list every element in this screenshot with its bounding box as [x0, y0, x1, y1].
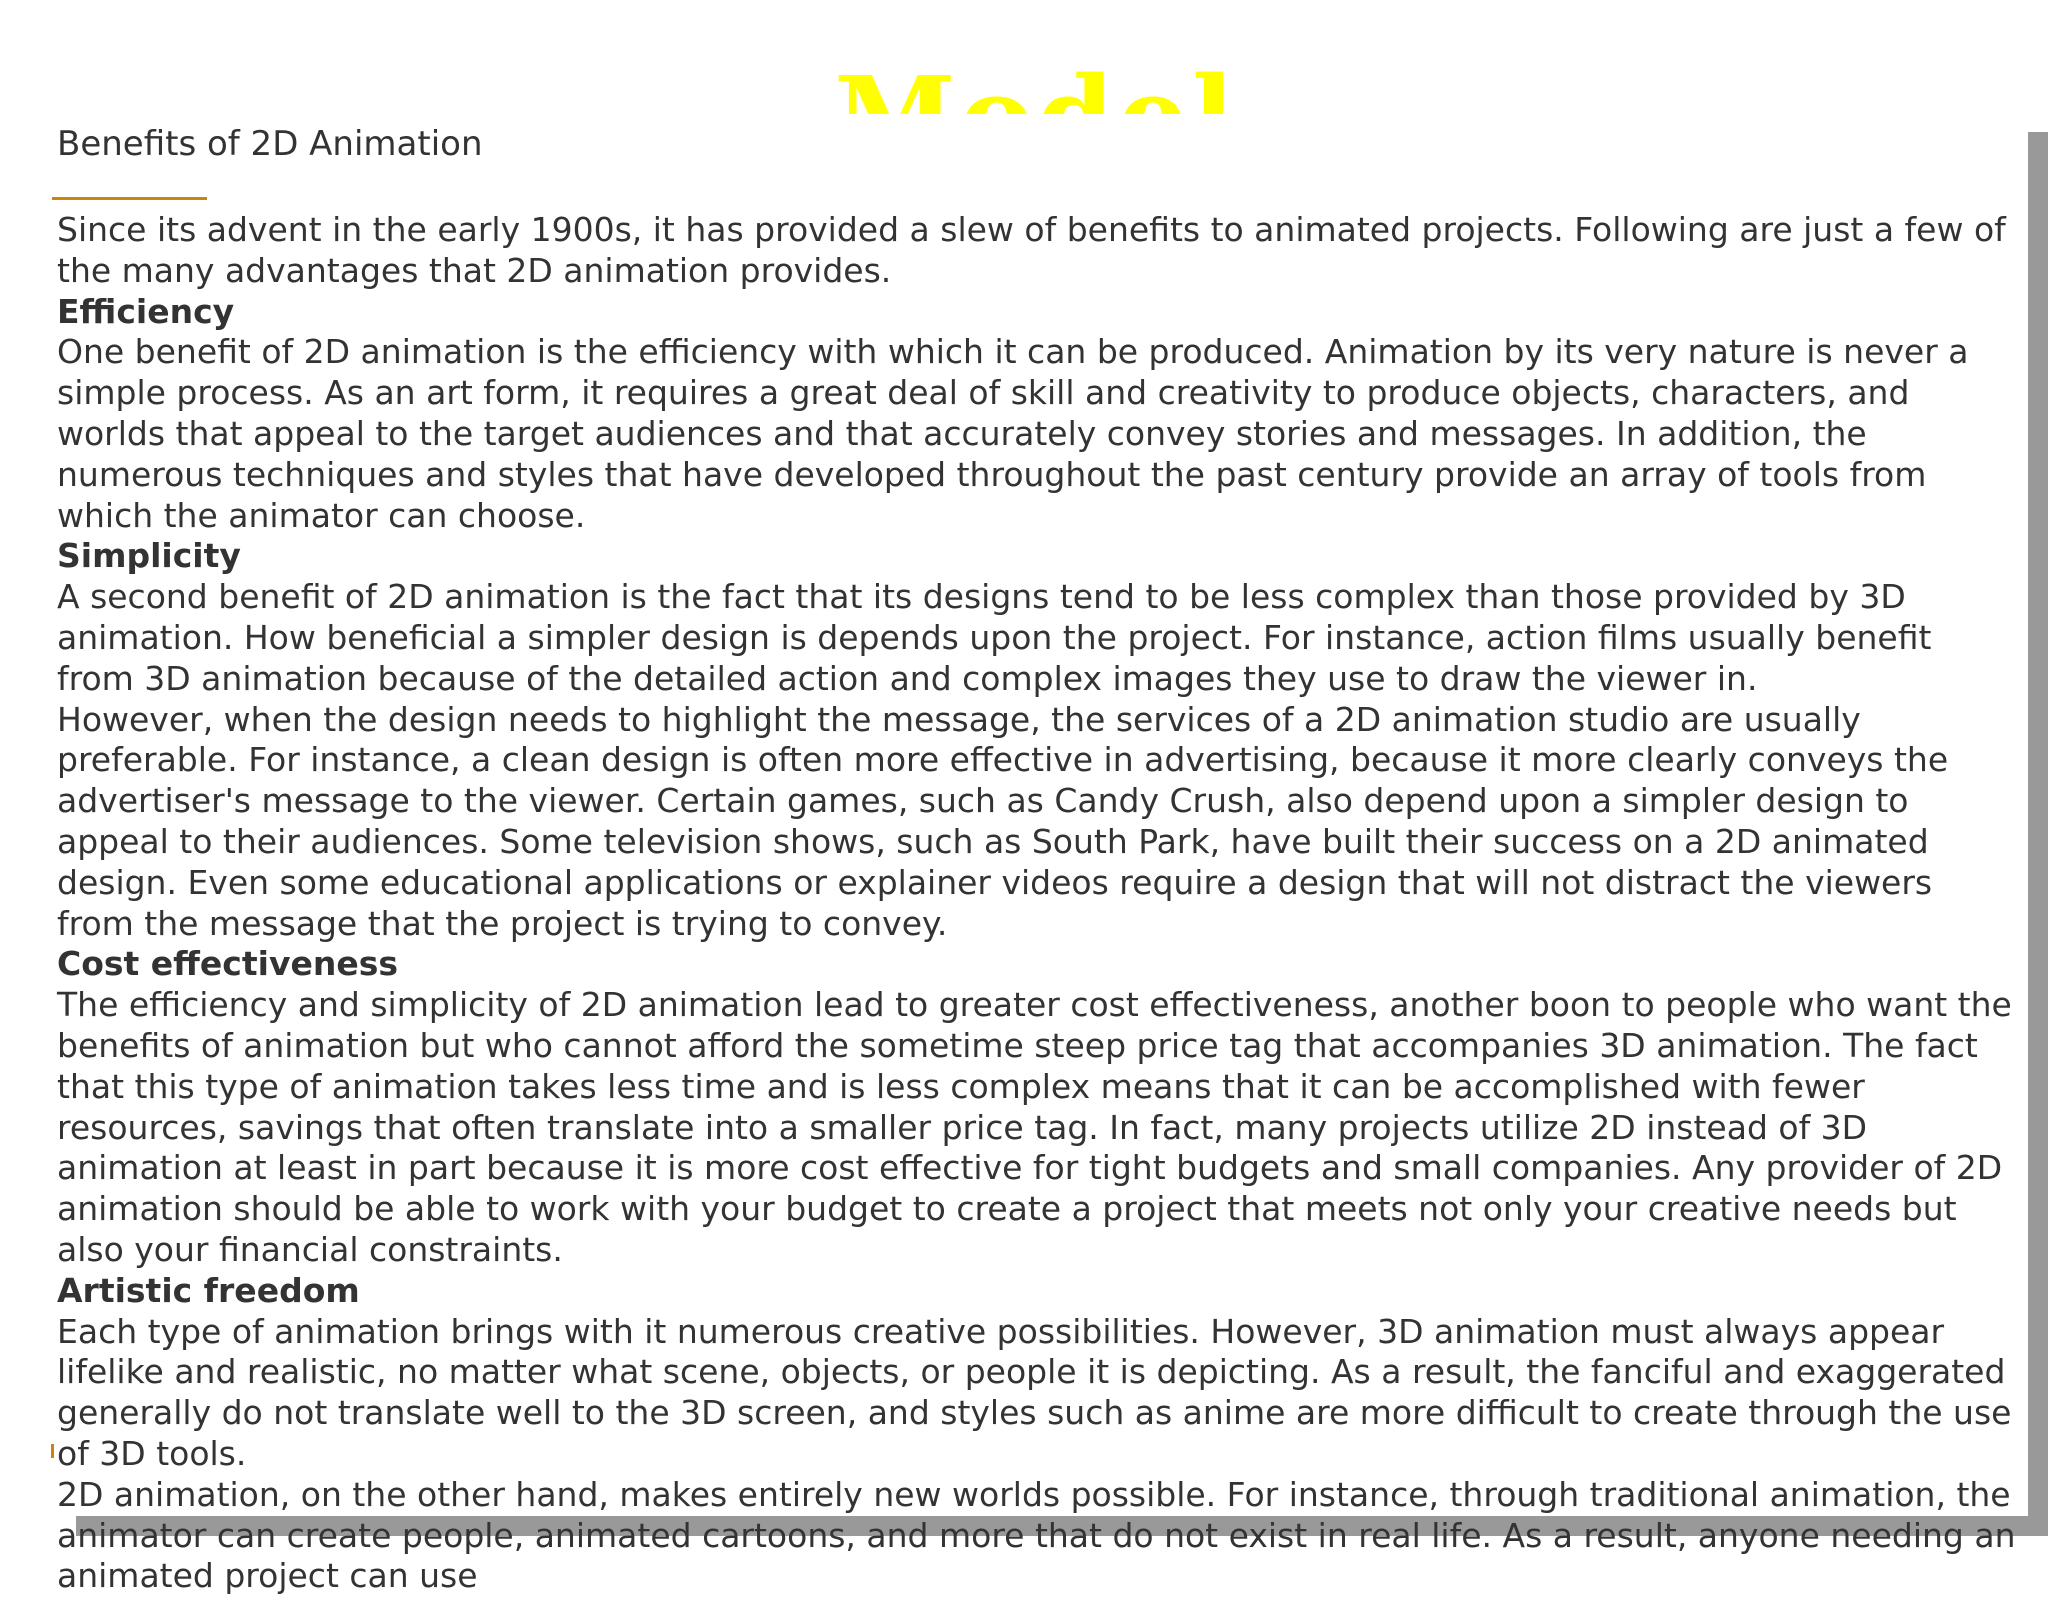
simplicity-paragraph-1: A second benefit of 2D animation is the fact that its designs tend to be less complex than those provided by 3D animation. How beneficial a simpler design is depends upon the project. For instance, action films usually benefit from 3D animation because of the detailed action and complex images they use to draw the viewer in. [57, 577, 1932, 698]
heading-cost-effectiveness: Cost effectiveness [57, 944, 398, 984]
efficiency-paragraph: One benefit of 2D animation is the efficiency with which it can be produced. Animation by its very nature is never a simple process. As an art form, it requires a great deal of skill and creativity to produce objects, characters, and worlds that appeal to the target audiences and that accurately convey stories and messages. In addition, the numerous techniques and styles that have developed throughout the past century provide an array of tools from which the animator can choose. [57, 332, 1969, 535]
simplicity-paragraph-2: However, when the design needs to highlight the message, the services of a 2D animation studio are usually preferable. For instance, a clean design is often more effective in advertising, because it more clearly conveys the advertiser's message to the viewer. Certain games, such as Candy Crush, also depend upon a simpler design to appeal to their audiences. Some television shows, such as South Park, have built their success on a 2D animated design. Even some educational applications or explainer videos require a design that will not distract the viewers from the message that the project is trying to convey. [57, 699, 1949, 943]
cost-effectiveness-paragraph: The efficiency and simplicity of 2D animation lead to greater cost effectiveness, another boon to people who want the benefits of animation but who cannot afford the sometime steep price tag that accompanies 3D animation. The fact that this type of animation takes less time and is less complex means that it can be accomplished with fewer resources, savings that often translate into a smaller price tag. In fact, many projects utilize 2D instead of 3D animation at least in part because it is more cost effective for tight budgets and small companies. Any provider of 2D animation should be able to work with your budget to create a project that meets not only your creative needs but also your financial constraints. [57, 985, 2012, 1269]
intro-paragraph: Since its advent in the early 1900s, it has provided a slew of benefits to animated projects. Following are just a few of the many advantages that 2D animation provides. [57, 210, 2006, 290]
heading-efficiency: Efficiency [57, 291, 235, 331]
heading-artistic-freedom: Artistic freedom [57, 1270, 360, 1310]
accent-rule [52, 197, 207, 200]
section-label: Benefits of 2D Animation [57, 124, 483, 164]
banner-title [0, 62, 2048, 114]
artistic-freedom-paragraph-2: 2D animation, on the other hand, makes entirely new worlds possible. For instance, through traditional animation, the animator can create people, animated cartoons, and more that do not exist in real life. As a result, anyone needing an animated project can use [57, 1474, 2016, 1596]
content-card[interactable] [0, 114, 2028, 1596]
article-body [57, 210, 2017, 1597]
artistic-freedom-paragraph-1: Each type of animation brings with it numerous creative possibilities. However, 3D animation must always appear lifelike and realistic, no matter what scene, objects, or people it is depicting. As a result, the fanciful and exaggerated generally do not translate well to the 3D screen, and styles such as anime are more difficult to create through the use of 3D tools. [57, 1311, 2012, 1473]
heading-simplicity: Simplicity [57, 536, 241, 576]
edge-tick-mark [51, 1444, 54, 1458]
card-shadow-right [2028, 132, 2048, 1536]
